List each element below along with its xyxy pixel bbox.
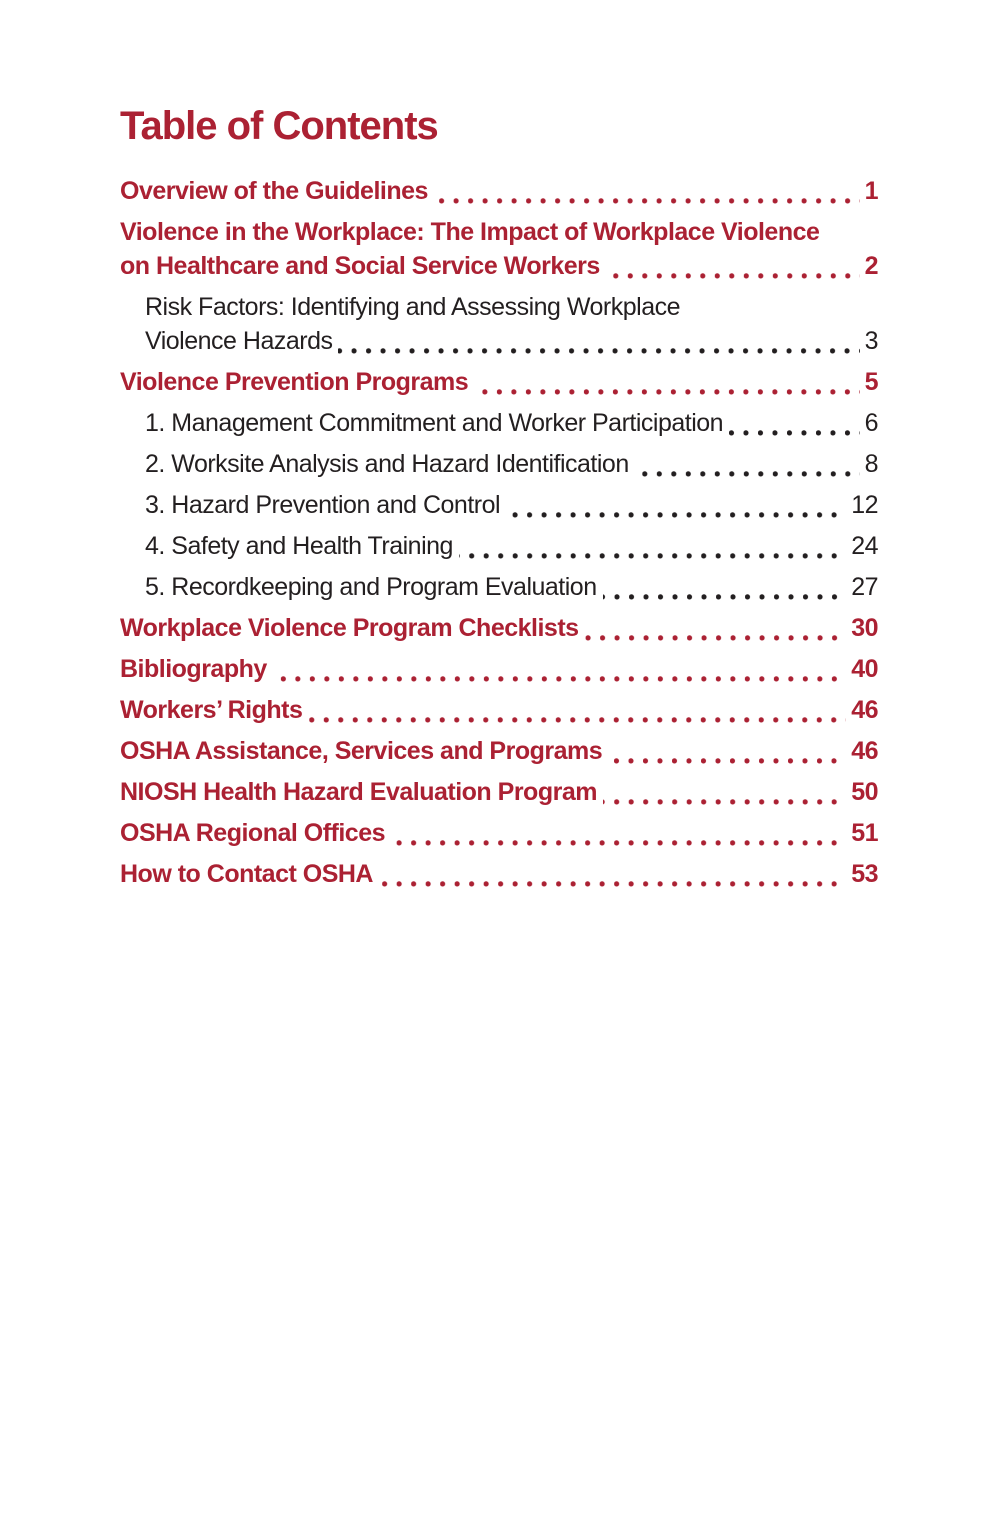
toc-entry-label: 3. Hazard Prevention and Control: [145, 491, 501, 519]
toc-entry-page: 27: [851, 573, 878, 601]
toc-entry-label: 1. Management Commitment and Worker Participation: [145, 409, 724, 437]
toc-entry-safety-health-training: [120, 529, 878, 563]
page-title: Table of Contents: [120, 104, 438, 148]
toc-entry-label: 2. Worksite Analysis and Hazard Identification: [145, 450, 629, 478]
dot-leader: [603, 594, 847, 600]
toc-entry-page: 3: [864, 327, 878, 355]
toc-entry-niosh-program: [120, 775, 878, 809]
toc-entry-page: 2: [864, 252, 878, 280]
dot-leader: [379, 881, 846, 887]
toc-entry-program-checklists: [120, 611, 878, 645]
toc-entry-workers-rights: [120, 693, 878, 727]
dot-leader: [308, 717, 846, 723]
toc-entry-label: Bibliography: [120, 655, 267, 683]
toc-entry-page: 8: [864, 450, 878, 478]
toc-entry-page: 46: [851, 737, 878, 765]
dot-leader: [459, 553, 846, 559]
toc-entry-risk-factors: [120, 290, 878, 358]
dot-leader: [434, 198, 860, 204]
toc-entry-page: 12: [851, 491, 878, 519]
dot-leader: [729, 430, 860, 436]
toc-entry-page: 6: [864, 409, 878, 437]
toc-entry-page: 51: [851, 819, 878, 847]
toc-entry-label: 5. Recordkeeping and Program Evaluation: [145, 573, 597, 601]
toc-entry-label: Violence Hazards: [145, 327, 333, 355]
toc-entry-label: Risk Factors: Identifying and Assessing Workplace: [145, 293, 681, 321]
dot-leader: [506, 512, 846, 518]
toc-entry-page: 30: [851, 614, 878, 642]
toc-list: [120, 174, 878, 891]
toc-entry-page: 46: [851, 696, 878, 724]
toc-entry-overview: [120, 174, 878, 208]
toc-entry-label: OSHA Regional Offices: [120, 819, 386, 847]
toc-entry-label: Violence in the Workplace: The Impact of Workplace Violence: [120, 218, 820, 246]
dot-leader: [606, 273, 860, 279]
dot-leader: [603, 799, 846, 805]
toc-entry-violence-workplace: [120, 215, 878, 283]
toc-entry-label: OSHA Assistance, Services and Programs: [120, 737, 603, 765]
toc-entry-hazard-prevention: [120, 488, 878, 522]
toc-entry-label: Overview of the Guidelines: [120, 177, 428, 205]
toc-entry-worksite-analysis: [120, 447, 878, 481]
toc-entry-label: How to Contact OSHA: [120, 860, 373, 888]
toc-entry-regional-offices: [120, 816, 878, 850]
dot-leader: [474, 389, 859, 395]
toc-entry-label: Workplace Violence Program Checklists: [120, 614, 579, 642]
toc-entry-page: 53: [851, 860, 878, 888]
dot-leader: [585, 635, 847, 641]
toc-entry-page: 50: [851, 778, 878, 806]
toc-entry-bibliography: [120, 652, 878, 686]
toc-entry-page: 1: [864, 177, 878, 205]
toc-entry-page: 40: [851, 655, 878, 683]
toc-entry-page: 5: [864, 368, 878, 396]
toc-entry-recordkeeping: [120, 570, 878, 604]
toc-entry-page: 24: [851, 532, 878, 560]
toc-entry-osha-assistance: [120, 734, 878, 768]
toc-entry-contact-osha: [120, 857, 878, 891]
toc-entry-label: Workers’ Rights: [120, 696, 303, 724]
toc-entry-label: 4. Safety and Health Training: [145, 532, 453, 560]
dot-leader: [635, 471, 860, 477]
toc-entry-violence-prevention-programs: [120, 365, 878, 399]
dot-leader: [608, 758, 846, 764]
toc-entry-management-commitment: [120, 406, 878, 440]
toc-entry-label: Violence Prevention Programs: [120, 368, 469, 396]
dot-leader: [338, 348, 859, 354]
dot-leader: [273, 676, 846, 682]
toc-entry-label: on Healthcare and Social Service Workers: [120, 252, 600, 280]
toc-entry-label: NIOSH Health Hazard Evaluation Program: [120, 778, 597, 806]
dot-leader: [391, 840, 846, 846]
